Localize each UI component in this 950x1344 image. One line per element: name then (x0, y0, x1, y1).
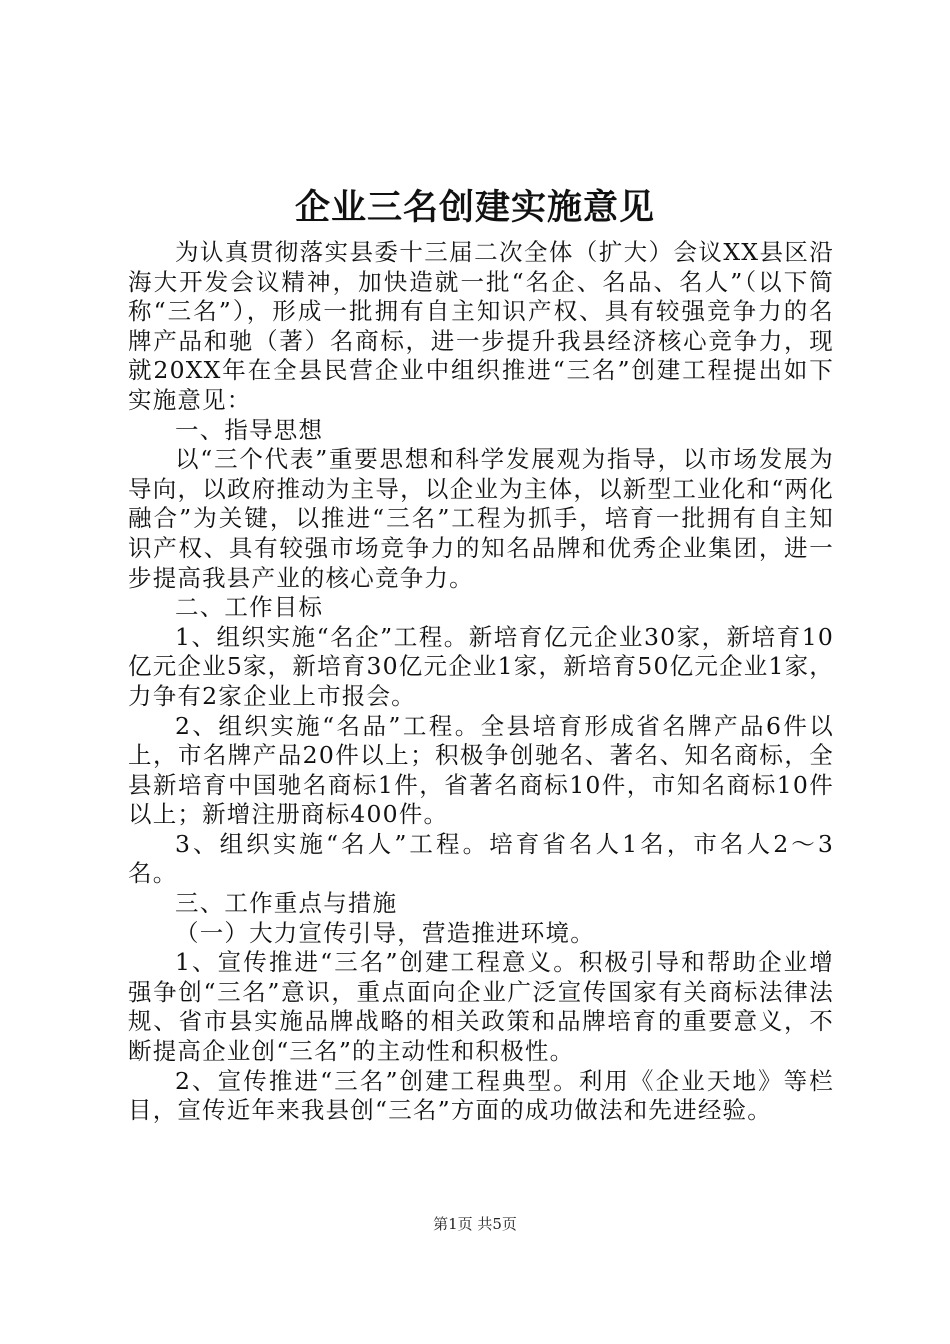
measure-publicity-examples: 2、宣传推进“三名”创建工程典型。利用《企业天地》等栏目，宣传近年来我县创“三名”方面的成功做法和先进经验。 (128, 1066, 834, 1125)
document-title: 企业三名创建实施意见 (294, 187, 655, 228)
section-heading-key-measures: 三、工作重点与措施 (175, 889, 398, 918)
subsection-heading-publicity: （一）大力宣传引导，营造推进环境。 (175, 918, 595, 947)
intro-paragraph: 为认真贯彻落实县委十三届二次全体（扩大）会议XX县区沿海大开发会议精神，加快造就一批“名企、名品、名人”（以下简称“三名”），形成一批拥有自主知识产权、具有较强竞争力的名牌产品和驰（著）名商标，进一步提升我县经济核心竞争力，现就20XX年在全县民营企业中组织推进“三名”创建工程提出如下实施意见： (128, 238, 834, 414)
page-footer: 第1页 共5页 (433, 1215, 517, 1233)
document-body (128, 238, 834, 1126)
goal-famous-person: 3、组织实施“名人”工程。培育省名人1名，市名人2～3名。 (128, 829, 834, 888)
section-heading-guiding-ideology: 一、指导思想 (175, 415, 324, 444)
measure-publicity-significance: 1、宣传推进“三名”创建工程意义。积极引导和帮助企业增强争创“三名”意识，重点面向企业广泛宣传国家有关商标法律法规、省市县实施品牌战略的相关政策和品牌培育的重要意义，不断提高企业创“三名”的主动性和积极性。 (128, 948, 834, 1066)
guiding-ideology-paragraph: 以“三个代表”重要思想和科学发展观为指导，以市场发展为导向，以政府推动为主导，以企业为主体，以新型工业化和“两化融合”为关键，以推进“三名”工程为抓手，培育一批拥有自主知识产权、具有较强市场竞争力的知名品牌和优秀企业集团，进一步提高我县产业的核心竞争力。 (128, 445, 834, 592)
goal-famous-enterprise: 1、组织实施“名企”工程。新培育亿元企业30家，新培育10亿元企业5家，新培育30亿元企业1家，新培育50亿元企业1家，力争有2家企业上市报会。 (128, 622, 834, 710)
section-heading-work-goals: 二、工作目标 (175, 593, 324, 622)
goal-famous-product: 2、组织实施“名品”工程。全县培育形成省名牌产品6件以上，市名牌产品20件以上；积极争创驰名、著名、知名商标，全县新培育中国驰名商标1件，省著名商标10件，市知名商标10件以上；新增注册商标400件。 (128, 711, 834, 829)
